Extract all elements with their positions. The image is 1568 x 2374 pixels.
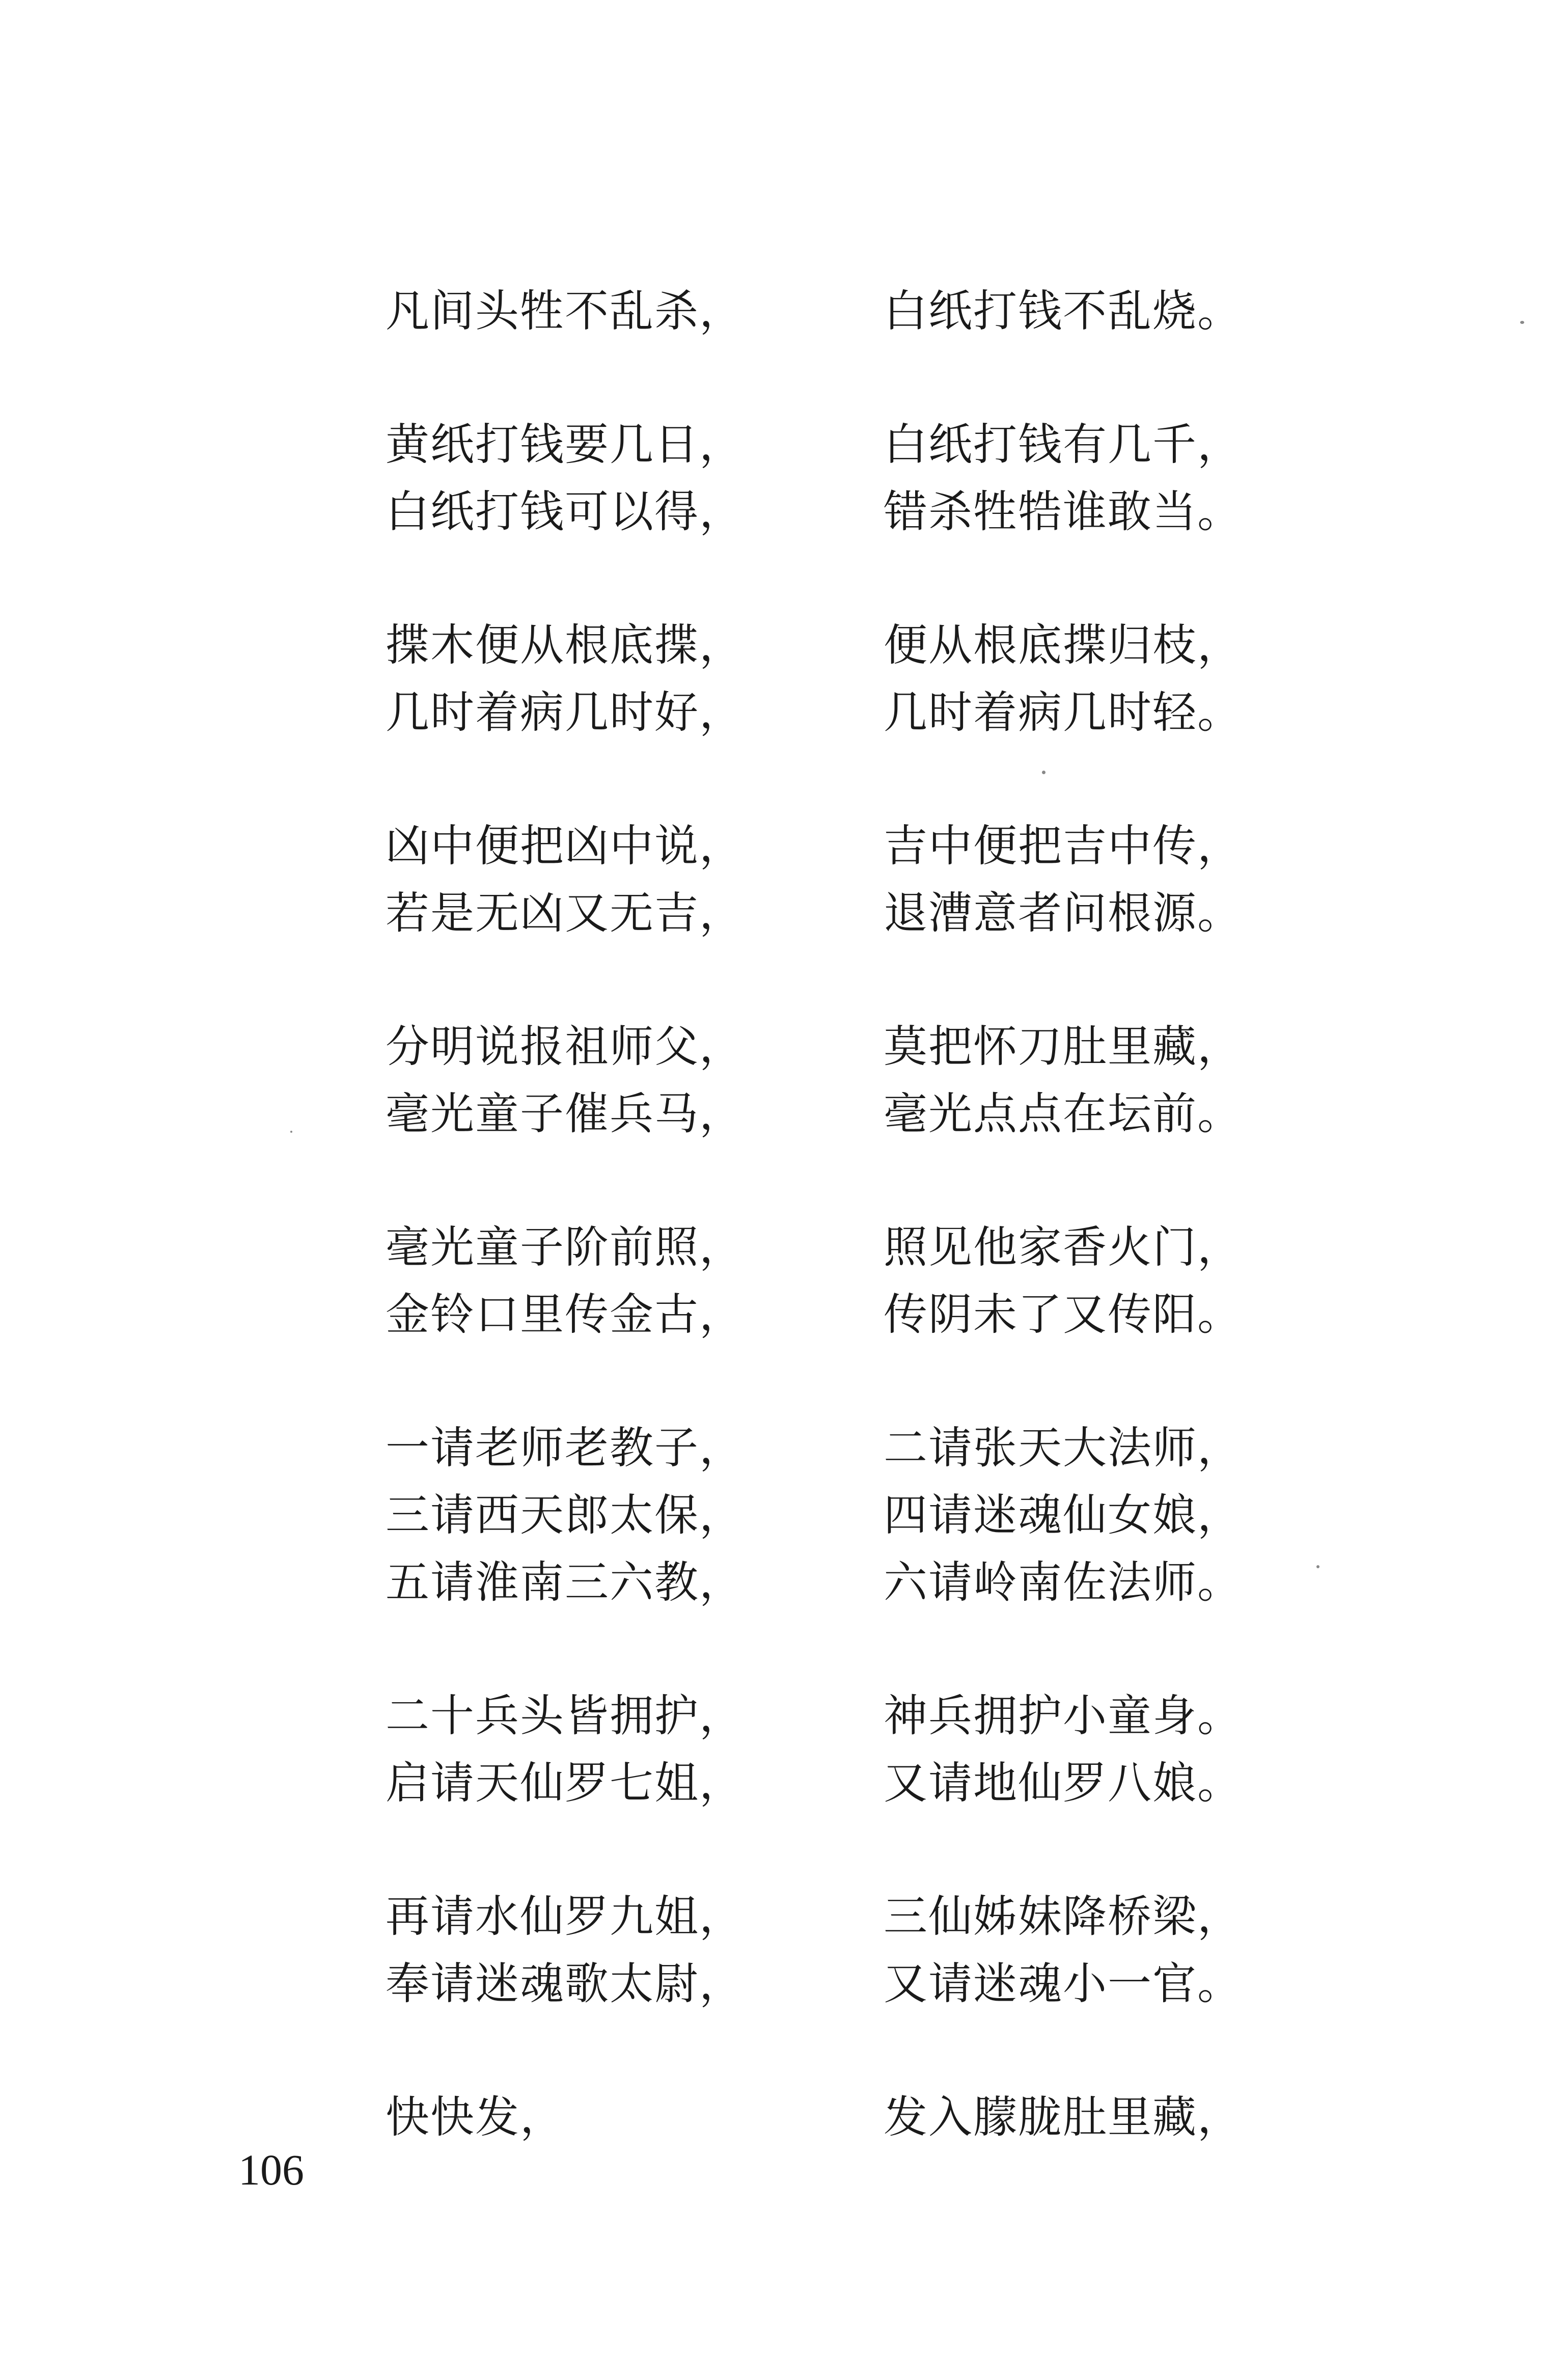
- verse-line: [386, 880, 1242, 947]
- scan-speck: [1520, 321, 1524, 324]
- verse-right-half: 便从根底揲归枝，: [884, 620, 1242, 671]
- stanza: [386, 278, 1242, 345]
- verse-line: [386, 812, 1242, 880]
- verse-right-half: 又请地仙罗八娘。: [884, 1758, 1242, 1809]
- verse-line: [386, 1682, 1242, 1750]
- stanza: [386, 1013, 1242, 1148]
- verse-line: [386, 2084, 1242, 2151]
- verse-line: [386, 1482, 1242, 1549]
- verse-line: [386, 278, 1242, 345]
- verse-line: [386, 1013, 1242, 1080]
- verse-line: [386, 679, 1242, 746]
- verse-right-half: 白纸打钱有几千，: [884, 419, 1242, 470]
- verse-line: [386, 478, 1242, 545]
- verse-right-half: 神兵拥护小童身。: [884, 1690, 1242, 1741]
- verse-left-half: 若是无凶又无吉，: [386, 888, 744, 939]
- verse-left-half: 二十兵头皆拥护，: [386, 1690, 744, 1741]
- verse-left-half: 凡间头牲不乱杀，: [386, 286, 744, 337]
- verse-line: [386, 1950, 1242, 2017]
- verse-left-half: 黄纸打钱要几日，: [386, 419, 744, 470]
- verse-left-half: 快快发，: [386, 2092, 565, 2143]
- verse-line: [386, 1750, 1242, 1817]
- verse-right-half: 发入朦胧肚里藏，: [884, 2092, 1242, 2143]
- verse-left-half: 揲木便从根底揲，: [386, 620, 744, 671]
- stanza: [386, 411, 1242, 545]
- stanza: [386, 812, 1242, 947]
- verse-right-half: 错杀牲牿谁敢当。: [884, 486, 1242, 537]
- scan-speck: [290, 1131, 292, 1133]
- verse-right-half: 毫光点点在坛前。: [884, 1088, 1242, 1139]
- verse-left-half: 再请水仙罗九姐，: [386, 1891, 744, 1942]
- verse-left-half: 金铃口里传金古，: [386, 1289, 744, 1340]
- verse-left-half: 五请淮南三六教，: [386, 1557, 744, 1608]
- verse-right-half: 又请迷魂小一官。: [884, 1958, 1242, 2009]
- verse-left-half: 毫光童子催兵马，: [386, 1088, 744, 1139]
- verse-left-half: 分明说报祖师父，: [386, 1021, 744, 1072]
- verse-right-half: 照见他家香火门，: [884, 1222, 1242, 1273]
- verse-right-half: 几时着病几时轻。: [884, 687, 1242, 738]
- verse-right-half: 三仙姊妹降桥梁，: [884, 1891, 1242, 1942]
- scan-speck: [1042, 771, 1046, 774]
- verse-body: [386, 278, 1242, 2217]
- verse-line: [386, 1883, 1242, 1950]
- verse-left-half: 三请西天郎太保，: [386, 1490, 744, 1541]
- verse-right-half: 退漕意者问根源。: [884, 888, 1242, 939]
- verse-line: [386, 1214, 1242, 1281]
- verse-right-half: 吉中便把吉中传，: [884, 821, 1242, 871]
- verse-line: [386, 612, 1242, 679]
- verse-left-half: 凶中便把凶中说，: [386, 821, 744, 871]
- stanza: [386, 1414, 1242, 1616]
- stanza: [386, 2084, 1242, 2151]
- verse-line: [386, 411, 1242, 478]
- verse-right-half: 二请张天大法师，: [884, 1423, 1242, 1473]
- verse-left-half: 一请老师老教子，: [386, 1423, 744, 1473]
- verse-left-half: 白纸打钱可以得，: [386, 486, 744, 537]
- stanza: [386, 1682, 1242, 1817]
- verse-line: [386, 1281, 1242, 1348]
- verse-right-half: 白纸打钱不乱烧。: [884, 286, 1242, 337]
- verse-right-half: 莫把怀刀肚里藏，: [884, 1021, 1242, 1072]
- verse-left-half: 奉请迷魂歌太尉，: [386, 1958, 744, 2009]
- scan-speck: [1316, 1565, 1319, 1568]
- verse-line: [386, 1549, 1242, 1616]
- verse-left-half: 启请天仙罗七姐，: [386, 1758, 744, 1809]
- verse-line: [386, 1080, 1242, 1148]
- page-number: 106: [238, 2145, 304, 2194]
- stanza: [386, 1214, 1242, 1348]
- verse-right-half: 六请岭南佐法师。: [884, 1557, 1242, 1608]
- stanza: [386, 1883, 1242, 2017]
- verse-right-half: 四请迷魂仙女娘，: [884, 1490, 1242, 1541]
- verse-left-half: 毫光童子阶前照，: [386, 1222, 744, 1273]
- verse-left-half: 几时着病几时好，: [386, 687, 744, 738]
- verse-right-half: 传阴未了又传阳。: [884, 1289, 1242, 1340]
- verse-line: [386, 1414, 1242, 1482]
- stanza: [386, 612, 1242, 746]
